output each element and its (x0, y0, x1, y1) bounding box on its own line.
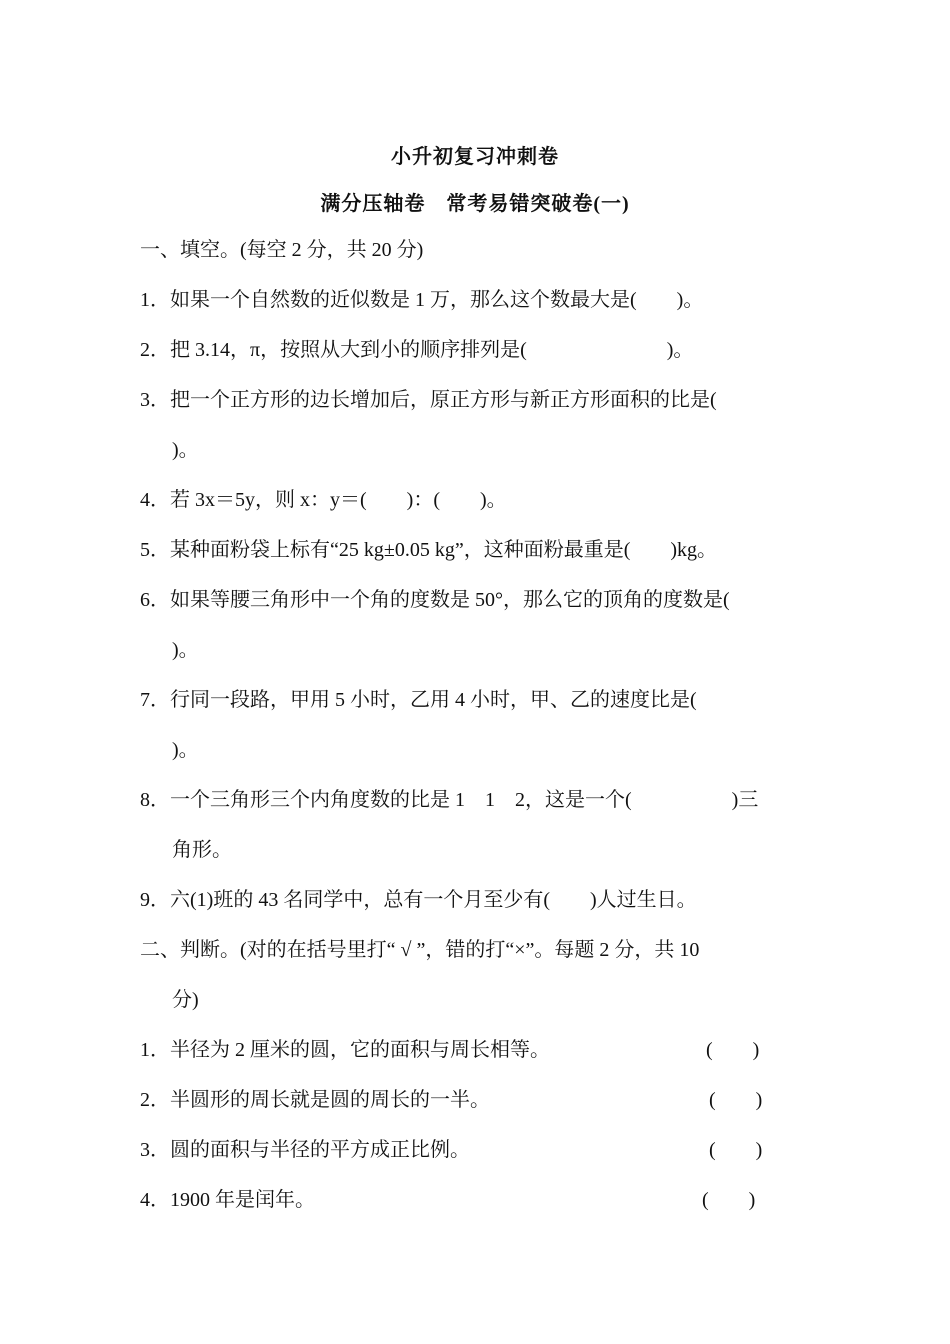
section1-heading: 一、填空。(每空 2 分，共 20 分) (140, 239, 424, 261)
fill-question-8: 8．一个三角形三个内角度数的比是 1 1 2，这是一个( )三 (140, 789, 759, 811)
fill-question-4: 4．若 3x＝5y，则 x：y＝( )：( )。 (140, 489, 507, 511)
judge-answer-paren-2: ( ) (709, 1089, 763, 1111)
fill-question-7-cont: )。 (172, 739, 199, 761)
exam-title: 小升初复习冲刺卷 (391, 146, 559, 168)
fill-question-1: 1．如果一个自然数的近似数是 1 万，那么这个数最大是( )。 (140, 289, 704, 311)
fill-question-8-cont: 角形。 (172, 839, 232, 861)
judge-answer-paren-3: ( ) (709, 1139, 763, 1161)
judge-question-3: 3．圆的面积与半径的平方成正比例。 (140, 1139, 470, 1161)
fill-question-9: 9．六(1)班的 43 名同学中，总有一个月至少有( )人过生日。 (140, 889, 697, 911)
fill-question-6-cont: )。 (172, 639, 199, 661)
judge-question-1: 1．半径为 2 厘米的圆，它的面积与周长相等。 (140, 1039, 550, 1061)
fill-question-3-cont: )。 (172, 439, 199, 461)
section2-heading-cont: 分) (172, 989, 199, 1011)
fill-question-5: 5．某种面粉袋上标有“25 kg±0.05 kg”，这种面粉最重是( )kg。 (140, 539, 718, 561)
judge-question-2: 2．半圆形的周长就是圆的周长的一半。 (140, 1089, 490, 1111)
judge-question-4: 4．1900 年是闰年。 (140, 1189, 315, 1211)
fill-question-6: 6．如果等腰三角形中一个角的度数是 50°，那么它的顶角的度数是( (140, 589, 730, 611)
judge-answer-paren-1: ( ) (706, 1039, 760, 1061)
judge-answer-paren-4: ( ) (702, 1189, 756, 1211)
section2-heading: 二、判断。(对的在括号里打“ √ ”，错的打“×”。每题 2 分，共 10 (140, 939, 700, 961)
exam-subtitle: 满分压轴卷 常考易错突破卷(一) (320, 193, 630, 215)
fill-question-7: 7．行同一段路，甲用 5 小时，乙用 4 小时，甲、乙的速度比是( (140, 689, 697, 711)
fill-question-3: 3．把一个正方形的边长增加后，原正方形与新正方形面积的比是( (140, 389, 717, 411)
fill-question-2: 2．把 3.14，π，按照从大到小的顺序排列是( )。 (140, 339, 694, 361)
